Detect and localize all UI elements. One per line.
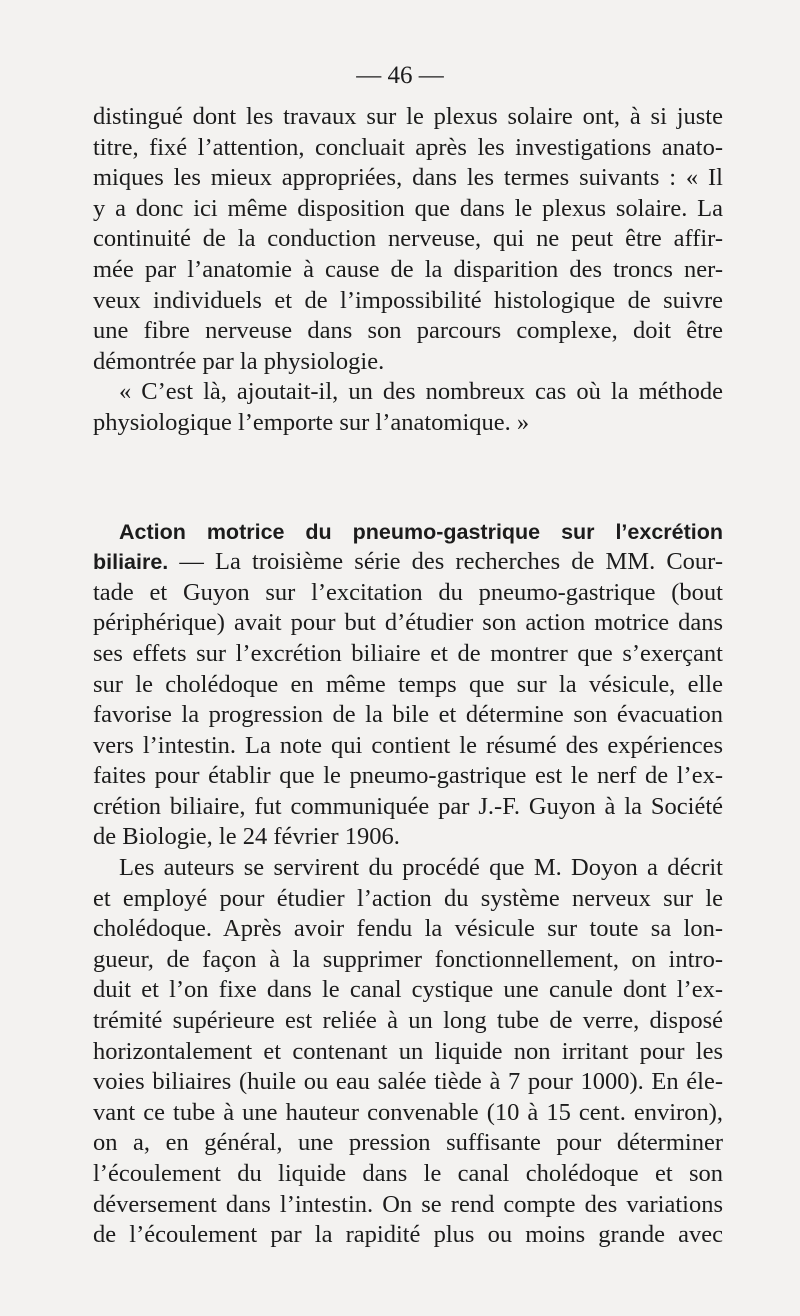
- paragraph-2: [93, 377, 723, 438]
- page-number: — 46 —: [356, 62, 444, 89]
- text-line: démontrée par la physiologie.: [93, 347, 385, 375]
- text-line: ses effets sur l’excrétion biliaire et de montrer que s’exerçant: [93, 639, 723, 667]
- paragraph-gap: [93, 439, 723, 517]
- text-line: physiologique l’emporte sur l’anatomique. »: [93, 408, 530, 436]
- text-line: y a donc ici même disposition que dans le plexus solaire. La: [93, 194, 723, 222]
- text-line: miques les mieux appropriées, dans les termes suivants : « Il: [93, 164, 723, 192]
- text-line: gueur, de façon à la supprimer fonctionnellement, on intro-: [93, 945, 723, 973]
- text-line: mée par l’anatomie à cause de la disparition des troncs ner-: [93, 255, 723, 283]
- text-line: veux individuels et de l’impossibilité histologique de suivre: [93, 286, 723, 314]
- text-line: vant ce tube à une hauteur convenable (10 à 15 cent. environ),: [93, 1098, 723, 1126]
- text-line: voies biliaires (huile ou eau salée tiède à 7 pour 1000). En éle-: [93, 1068, 723, 1096]
- text-line: sur le cholédoque en même temps que sur la vésicule, elle: [93, 670, 723, 698]
- text-line: Les auteurs se servirent du procédé que M. Doyon a décrit: [119, 854, 723, 882]
- text-line: trémité supérieure est reliée à un long tube de verre, disposé: [93, 1007, 723, 1035]
- text-line: déversement dans l’intestin. On se rend compte des variations: [93, 1190, 723, 1218]
- text-line: distingué dont les travaux sur le plexus solaire ont, à si juste: [93, 103, 723, 130]
- text-run: — La troisième série des recherches de MM. Cour-: [168, 548, 723, 576]
- section-action-motrice: [93, 517, 723, 854]
- text-line: [93, 547, 723, 578]
- section-heading-continued: biliaire.: [93, 550, 169, 575]
- text-line: crétion biliaire, fut communiquée par J.-F. Guyon à la Société: [93, 792, 723, 820]
- text-line: on a, en général, une pression suffisante pour déterminer: [93, 1129, 723, 1157]
- text-line: « C’est là, ajoutait-il, un des nombreux cas où la méthode: [119, 378, 723, 406]
- section-heading: Action motrice du pneumo-gastrique sur l’excrétion: [119, 519, 723, 544]
- text-line: favorise la progression de la bile et détermine son évacuation: [93, 701, 723, 729]
- text-line: une fibre nerveuse dans son parcours complexe, doit être: [93, 317, 723, 345]
- text-line: vers l’intestin. La note qui contient le résumé des expériences: [93, 731, 723, 759]
- text-line: duit et l’on fixe dans le canal cystique une canule dont l’ex-: [93, 976, 723, 1004]
- text-line: titre, fixé l’attention, concluait après les investigations anato-: [93, 133, 723, 161]
- text-line: tade et Guyon sur l’excitation du pneumo-gastrique (bout: [93, 578, 723, 606]
- text-line: de Biologie, le 24 février 1906.: [93, 823, 400, 851]
- text-line: et employé pour étudier l’action du système nerveux sur le: [93, 884, 723, 912]
- paragraph-1: [93, 102, 723, 377]
- text-line: de l’écoulement par la rapidité plus ou moins grande avec: [93, 1221, 723, 1249]
- text-line: périphérique) avait pour but d’étudier son action motrice dans: [93, 609, 723, 637]
- page-body: [93, 102, 723, 1251]
- text-line: faites pour établir que le pneumo-gastrique est le nerf de l’ex-: [93, 762, 723, 790]
- text-line: l’écoulement du liquide dans le canal cholédoque et son: [93, 1160, 723, 1187]
- text-line: continuité de la conduction nerveuse, qui ne peut être affir-: [93, 225, 723, 253]
- text-line: horizontalement et contenant un liquide non irritant pour les: [93, 1037, 723, 1065]
- paragraph-4: [93, 853, 723, 1251]
- text-line: cholédoque. Après avoir fendu la vésicule sur toute sa lon-: [93, 915, 723, 943]
